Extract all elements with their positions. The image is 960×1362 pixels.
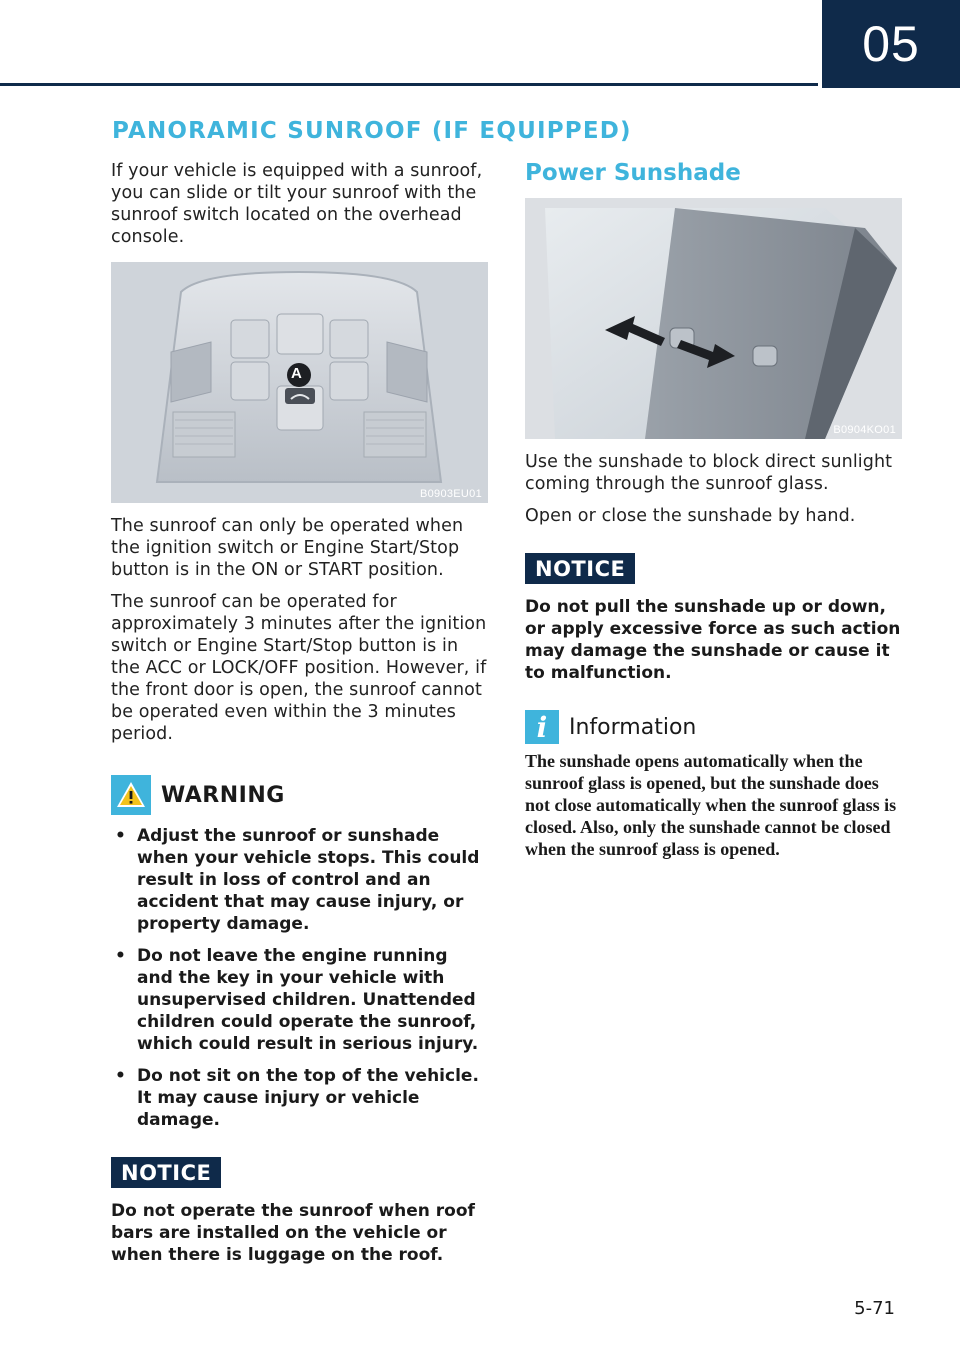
sunshade-illustration [525, 198, 902, 439]
warning-header [111, 775, 488, 815]
notice-block [111, 1157, 488, 1266]
warning-triangle-icon [111, 775, 151, 815]
sunshade-hand-paragraph: Open or close the sunshade by hand. [525, 506, 856, 526]
right-column [525, 160, 905, 860]
info-icon: i [525, 710, 559, 744]
warning-list [111, 825, 488, 1131]
information-text: The sunshade opens automatically when the sunroof glass is opened, but the sunshade does not close automatically when the sunroof glass is closed. Also, only the sunshade cannot be closed when the sunroof glass is opened. [525, 751, 897, 859]
section-title: PANORAMIC SUNROOF (IF EQUIPPED) [112, 118, 632, 144]
figure-callout-a: A [291, 365, 302, 382]
notice-text: Do not pull the sunshade up or down, or apply excessive force as such action may damage the sunshade or cause it to malfunction. [525, 597, 901, 683]
sunshade-use-paragraph: Use the sunshade to block direct sunlight coming through the sunroof glass. [525, 452, 893, 494]
warning-item: • Do not sit on the top of the vehicle. It may cause injury or vehicle damage. [111, 1065, 488, 1131]
timing-paragraph: The sunroof can be operated for approximately 3 minutes after the ignition switch or Engine Start/Stop button is in the ACC or LOCK/OFF position. However, if the front door is open, the sunroof cannot be operated even within the 3 minutes period. [111, 592, 487, 744]
figure-code: B0903EU01 [419, 488, 482, 500]
chapter-number: 05 [862, 16, 920, 72]
notice-badge: NOTICE [111, 1157, 221, 1188]
information-label: Information [569, 714, 697, 740]
page-number: 5-71 [854, 1298, 895, 1319]
power-sunshade-heading: Power Sunshade [525, 160, 741, 186]
operation-paragraph: The sunroof can only be operated when the ignition switch or Engine Start/Stop button is in the ON or START position. [111, 516, 464, 580]
information-header [525, 710, 905, 744]
left-column [111, 160, 488, 1266]
figure-code: B0904KO01 [833, 424, 896, 436]
warning-label: WARNING [161, 782, 285, 808]
sunshade-figure [525, 198, 902, 439]
notice-block [525, 553, 905, 684]
overhead-console-illustration [111, 262, 488, 503]
overhead-console-figure [111, 262, 488, 503]
warning-item: • Do not leave the engine running and the key in your vehicle with unsupervised children. Unattended children could operate the sunroof, which could result in serious injury. [111, 945, 488, 1055]
header-rule [0, 83, 818, 86]
notice-badge: NOTICE [525, 553, 635, 584]
notice-text: Do not operate the sunroof when roof bars are installed on the vehicle or when there is luggage on the roof. [111, 1201, 475, 1265]
intro-paragraph: If your vehicle is equipped with a sunroof, you can slide or tilt your sunroof with the sunroof switch located on the overhead console. [111, 161, 483, 247]
chapter-tab [822, 0, 960, 88]
warning-item: • Adjust the sunroof or sunshade when your vehicle stops. This could result in loss of control and an accident that may cause injury, or property damage. [111, 825, 488, 935]
